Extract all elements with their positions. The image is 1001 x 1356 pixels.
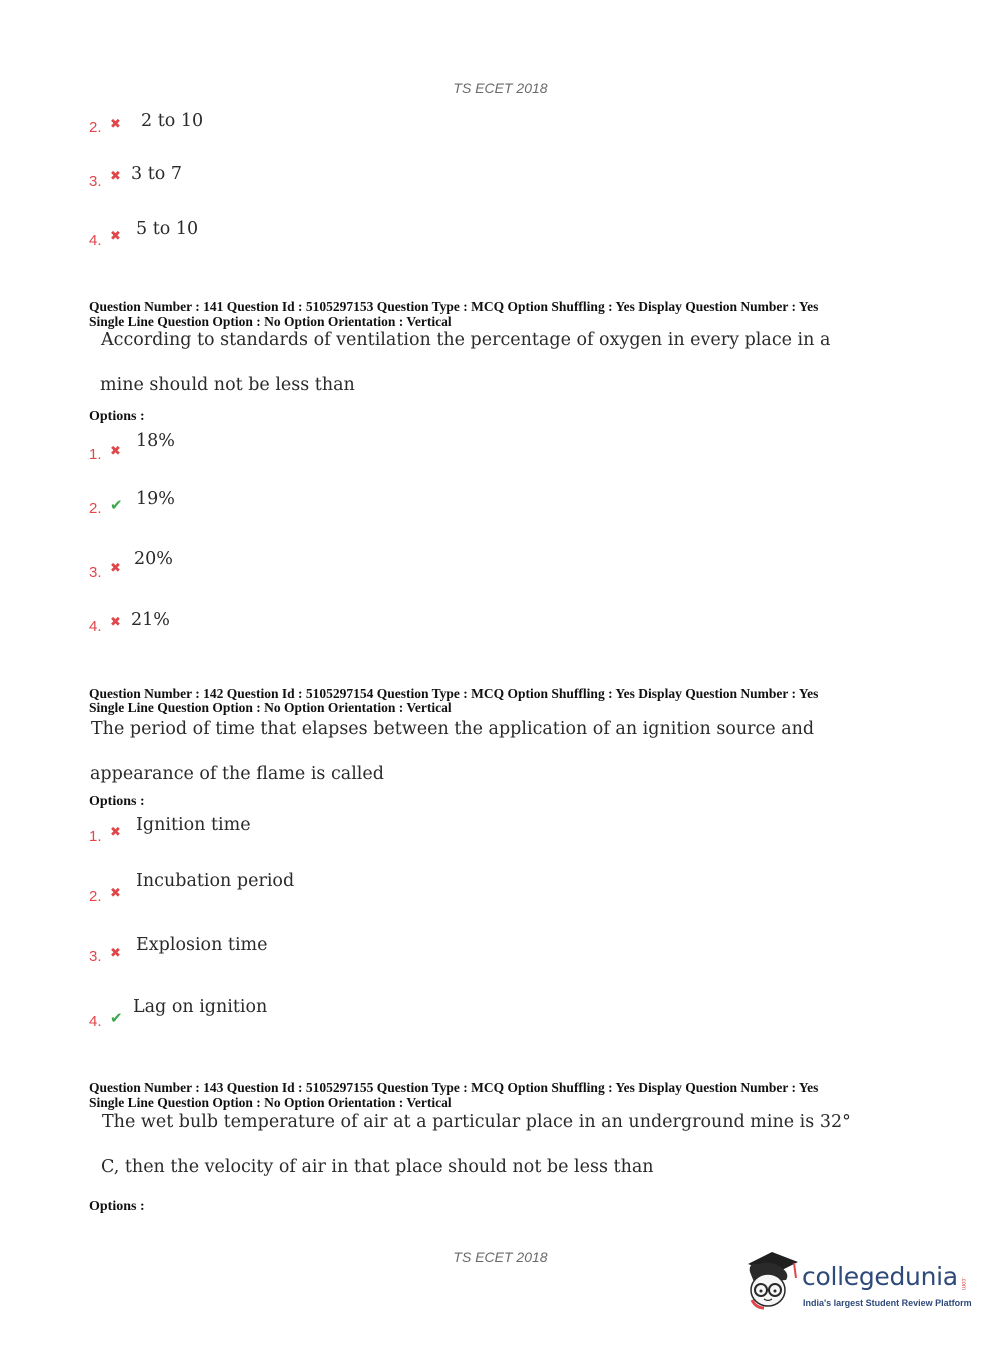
option-number: 1. (89, 828, 102, 845)
cross-icon: ✖ (110, 946, 121, 961)
check-icon: ✔ (110, 1009, 123, 1027)
option-text: 19% (136, 489, 175, 509)
question-text: According to standards of ventilation the percentage of oxygen in every place in a (101, 330, 831, 350)
option-number: 3. (89, 173, 102, 190)
option-number: 2. (89, 500, 102, 517)
page-header: TS ECET 2018 (453, 80, 548, 96)
check-icon: ✔ (110, 496, 123, 514)
question-text: The period of time that elapses between the application of an ignition source and (91, 719, 815, 739)
option-text: 20% (134, 549, 173, 569)
question-text: The wet bulb temperature of air at a particular place in an underground mine is 32° (102, 1112, 851, 1132)
logo-domain: .com (960, 1277, 966, 1291)
option-text: 2 to 10 (141, 111, 204, 131)
question-text: C, then the velocity of air in that place should not be less than (101, 1157, 654, 1177)
page-footer: TS ECET 2018 (453, 1249, 548, 1265)
question-meta: Single Line Question Option : No Option Orientation : Vertical (89, 1095, 452, 1110)
option-text: Lag on ignition (133, 997, 268, 1017)
option-number: 1. (89, 446, 102, 463)
option-text: 3 to 7 (131, 164, 182, 184)
question-meta: Question Number : 143 Question Id : 5105297155 Question Type : MCQ Option Shuffling : Yes Display Question Number : Yes (89, 1080, 819, 1095)
cross-icon: ✖ (110, 561, 121, 576)
option-number: 4. (89, 1013, 102, 1030)
question-text: appearance of the flame is called (90, 764, 384, 784)
option-number: 3. (89, 564, 102, 581)
cross-icon: ✖ (110, 117, 121, 132)
option-number: 4. (89, 232, 102, 249)
logo-wordmark: collegedunia (802, 1262, 958, 1291)
cross-icon: ✖ (110, 229, 121, 244)
cross-icon: ✖ (110, 825, 121, 840)
option-text: 18% (136, 431, 175, 451)
option-number: 3. (89, 948, 102, 965)
option-number: 2. (89, 888, 102, 905)
question-meta: Single Line Question Option : No Option Orientation : Vertical (89, 314, 452, 329)
cross-icon: ✖ (110, 886, 121, 901)
logo-tagline: India's largest Student Review Platform (803, 1298, 972, 1308)
mascot-icon (742, 1250, 800, 1316)
options-label: Options : (89, 409, 145, 424)
options-label: Options : (89, 1199, 145, 1214)
cross-icon: ✖ (110, 169, 121, 184)
option-text: Incubation period (136, 871, 295, 891)
option-text: Ignition time (136, 815, 251, 835)
question-meta: Question Number : 142 Question Id : 5105297154 Question Type : MCQ Option Shuffling : Yes Display Question Number : Yes (89, 686, 819, 701)
cross-icon: ✖ (110, 615, 121, 630)
option-text: 21% (131, 610, 170, 630)
question-meta: Single Line Question Option : No Option Orientation : Vertical (89, 700, 452, 715)
option-number: 2. (89, 119, 102, 136)
option-number: 4. (89, 618, 102, 635)
options-label: Options : (89, 794, 145, 809)
cross-icon: ✖ (110, 444, 121, 459)
option-text: 5 to 10 (136, 219, 199, 239)
option-text: Explosion time (136, 935, 268, 955)
question-text: mine should not be less than (100, 375, 355, 395)
question-meta: Question Number : 141 Question Id : 5105297153 Question Type : MCQ Option Shuffling : Yes Display Question Number : Yes (89, 299, 819, 314)
